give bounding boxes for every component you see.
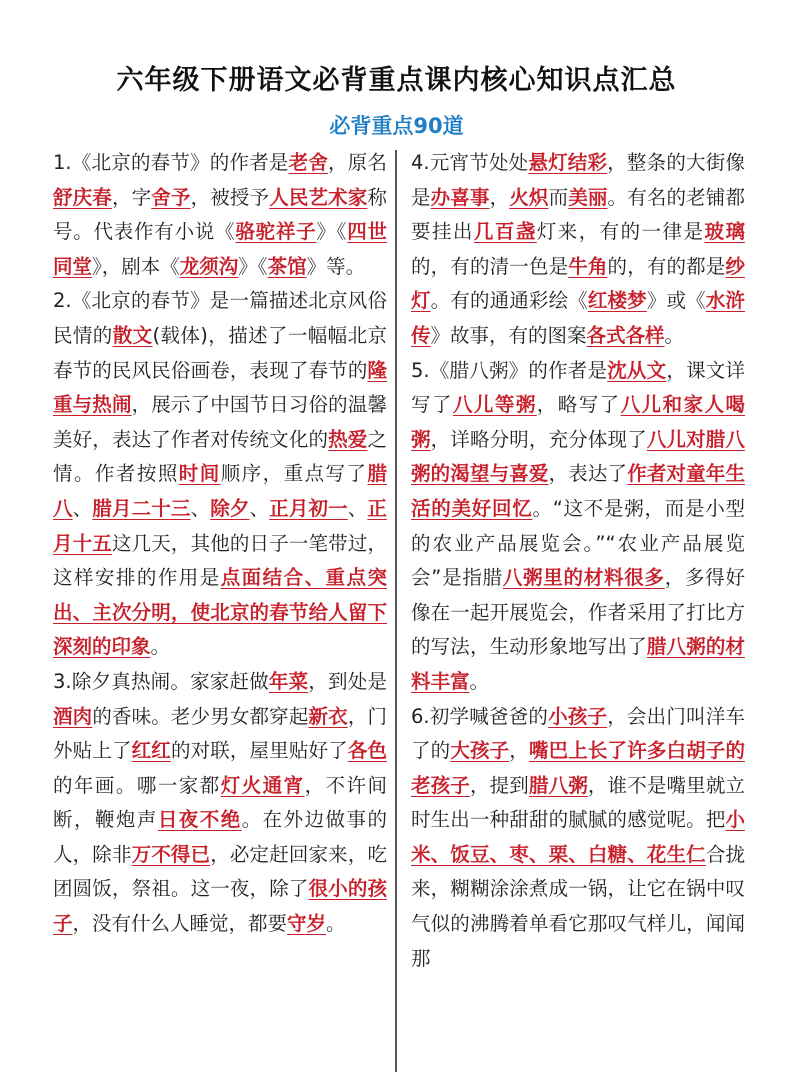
body-text: ，谁不是嘴里就立时生出一种甜甜的腻腻的感觉呢。把	[411, 773, 745, 832]
key-term: 作者对童年生活的美好回忆	[411, 462, 745, 520]
key-term: 牛角	[568, 254, 608, 278]
key-term: 火炽	[509, 185, 549, 209]
body-text: 、	[249, 496, 270, 520]
body-text: 2.《北京的春节》是一篇描述北京风俗民情的	[53, 289, 387, 347]
key-term: 日夜不绝	[157, 808, 242, 832]
key-term: 腊八	[53, 462, 387, 520]
body-text: 6.初学喊爸爸的	[411, 704, 549, 728]
body-text: ，字	[111, 185, 152, 209]
key-term: 灯火通宵	[220, 773, 305, 797]
body-text: 》或《	[646, 289, 706, 313]
body-text: 顺序，重点写了	[220, 462, 368, 486]
body-text: 。有的通通彩绘《	[430, 289, 588, 313]
body-text: ，整条的大街像是	[411, 151, 745, 209]
body-text: 的香味。老少男女都穿起	[92, 704, 309, 728]
key-term: 热爱	[328, 427, 368, 451]
key-term: 小孩子	[548, 704, 608, 728]
key-term: 八儿和家人喝粥	[411, 393, 745, 451]
key-term: 散文	[112, 323, 153, 347]
key-term: 红红	[131, 739, 171, 763]
body-text: 、	[72, 496, 93, 520]
body-text: ，不许间断，鞭炮声	[53, 773, 387, 832]
key-term: 沈从文	[607, 358, 667, 382]
key-term: 嘴巴上长了许多白胡子的老孩子	[411, 739, 745, 797]
key-term: 红楼梦	[587, 289, 647, 313]
key-term: 茶馆	[267, 254, 307, 278]
knowledge-point	[411, 146, 745, 354]
body-text: ，被授予	[190, 185, 270, 209]
key-term: 大孩子	[450, 739, 510, 763]
body-text: 。	[326, 912, 346, 936]
key-term: 守岁	[287, 912, 327, 936]
body-text: 1.《北京的春节》的作者是	[53, 151, 289, 174]
body-text: ，表达了	[548, 462, 628, 486]
key-term: 龙须沟	[179, 254, 239, 278]
body-text: 这几天，其他的日子一笔带过，这样安排的作用是	[53, 531, 387, 590]
key-term: 几百盏	[473, 220, 537, 244]
key-term: 腊八粥	[528, 773, 588, 797]
body-text: 3.除夕真热闹。家家赶做	[53, 669, 269, 693]
key-term: 新衣	[308, 704, 348, 728]
right-column	[411, 146, 745, 976]
body-text: 而	[548, 185, 569, 209]
key-term: 正月十五	[53, 496, 387, 555]
key-term: 八儿等粥	[452, 393, 537, 417]
body-text: ，到处是	[308, 669, 387, 693]
knowledge-point	[53, 146, 387, 284]
key-term: 办喜事	[430, 185, 490, 209]
body-text: 灯来，有的一律是	[536, 220, 705, 244]
body-text: ，	[489, 185, 510, 209]
body-text: 。有名的老铺都要挂出	[411, 185, 745, 244]
body-text: 的对联，屋里贴好了	[170, 739, 348, 763]
body-text: ，必定赶回家来，吃团圆饭，祭祖。这一夜，除了	[53, 842, 387, 901]
key-term: 正月初一	[269, 496, 348, 520]
body-text: 的，有的清一色是	[411, 254, 569, 278]
page-title: 六年级下册语文必背重点课内核心知识点汇总	[116, 65, 677, 96]
body-text: 》故事，有的图案	[430, 323, 587, 347]
key-term: 时间	[178, 462, 221, 486]
body-text: 合拢来，糊糊涂涂煮成一锅，让它在锅中叹气似的沸腾着单看它那叹气样儿，闻闻那	[411, 842, 745, 970]
page-subtitle: 必背重点90道	[329, 114, 464, 138]
body-text: ，展示了中国节日习俗的温馨美好，表达了作者对传统文化的	[53, 393, 387, 451]
body-text: 》《	[238, 254, 268, 278]
body-text: ，门外贴上了	[53, 704, 387, 763]
key-term: 玻璃	[704, 220, 745, 244]
key-term: 舒庆春	[53, 185, 112, 209]
body-text: 。	[150, 635, 171, 659]
key-term: 四世同堂	[53, 220, 387, 278]
body-text: ，原名	[328, 151, 387, 174]
key-term: 八粥里的材料很多	[502, 566, 665, 590]
key-term: 骆驼祥子	[235, 220, 317, 244]
body-text: ，会出门叫洋车了的	[411, 704, 745, 763]
key-term: 水浒传	[411, 289, 745, 347]
knowledge-point	[411, 354, 745, 700]
body-text: ，多得好像在一起开展览会，作者采用了打比方的写法，生动形象地写出了	[411, 566, 745, 659]
body-text: 5.《腊八粥》的作者是	[411, 358, 608, 382]
body-text: 称号。代表作有小说《	[53, 185, 387, 244]
body-text: 。“这不是粥，而是小型的农业产品展览会。”“农业产品展览会”是指腊	[411, 496, 745, 590]
body-text: 之情。作者按照	[53, 427, 387, 486]
key-term: 隆重与热闹	[53, 358, 387, 417]
key-term: 纱灯	[411, 254, 745, 313]
key-term: 腊八粥的材料丰富	[411, 635, 745, 693]
column-divider	[395, 150, 397, 1072]
knowledge-point	[411, 700, 745, 977]
body-text: ，略写了	[536, 393, 621, 417]
key-term: 各色	[347, 739, 387, 763]
knowledge-point	[53, 284, 387, 665]
body-text: 的年画。哪一家都	[53, 773, 221, 797]
key-term: 舍予	[151, 185, 191, 209]
body-text: ，没有什么人睡觉，都要	[72, 912, 288, 936]
body-text: ，提到	[469, 773, 529, 797]
key-term: 悬灯结彩	[528, 151, 608, 174]
body-text: 。	[664, 323, 685, 347]
key-term: 八儿对腊八粥的渴望与喜爱	[411, 427, 745, 486]
body-text: ，课文详写了	[411, 358, 745, 417]
body-text: 、	[190, 496, 211, 520]
key-term: 腊月二十三	[92, 496, 191, 520]
key-term: 年菜	[268, 669, 309, 693]
body-text: 。	[469, 669, 490, 693]
body-text: ，详略分明，充分体现了	[430, 427, 647, 451]
key-term: 老舍	[288, 151, 329, 174]
body-text: 4.元宵节处处	[411, 151, 529, 174]
key-term: 美丽	[568, 185, 608, 209]
key-term: 人民艺术家	[269, 185, 368, 209]
body-text: ，	[509, 739, 529, 763]
body-text: 的，有的都是	[607, 254, 726, 278]
key-term: 各式各样	[586, 323, 665, 347]
body-text: 》等。	[306, 254, 366, 278]
body-text: 。在外边做事的人，除非	[53, 808, 387, 866]
key-term: 点面结合、重点突出、主次分明，使北京的春节给人留下深刻的印象	[53, 566, 387, 659]
body-text: 》《	[316, 220, 348, 244]
body-text: 》，剧本《	[92, 254, 180, 278]
body-text: (载体)，描述了一幅幅北京春节的民风民俗画卷，表现了春节的	[53, 323, 387, 382]
key-term: 酒肉	[53, 704, 93, 728]
key-term: 除夕	[210, 496, 250, 520]
body-text: 、	[347, 496, 368, 520]
key-term: 万不得已	[131, 842, 211, 866]
key-term: 小米、饭豆、枣、栗、白糖、花生仁	[411, 808, 745, 866]
knowledge-point	[53, 665, 387, 942]
left-column	[53, 146, 387, 942]
key-term: 很小的孩子	[53, 877, 387, 936]
